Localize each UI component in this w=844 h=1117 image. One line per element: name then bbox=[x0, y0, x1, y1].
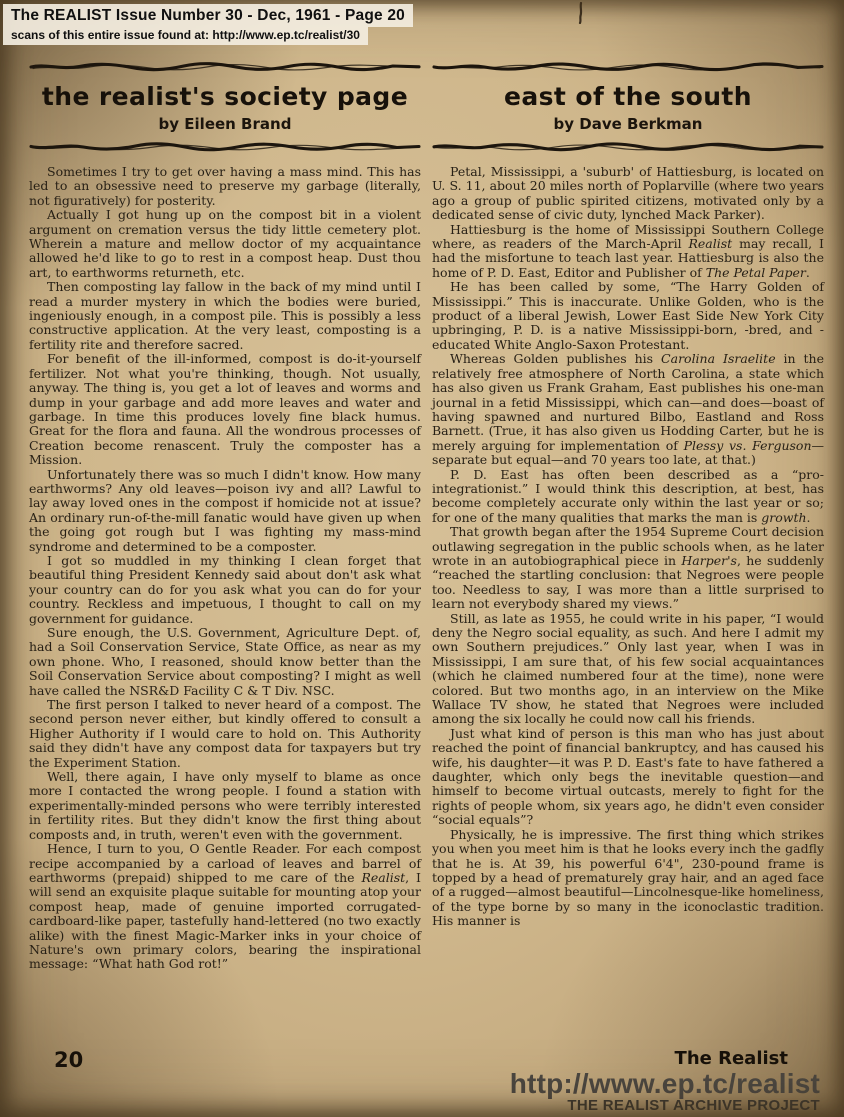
article-byline-eileen-brand: by Eileen Brand bbox=[158, 115, 292, 133]
issue-info-label: The REALIST Issue Number 30 - Dec, 1961 - Page 20 bbox=[3, 4, 413, 27]
ink-mark bbox=[576, 2, 586, 24]
scan-source-label: scans of this entire issue found at: http://www.ep.tc/realist/30 bbox=[3, 27, 368, 45]
paragraph: Whereas Golden publishes his Carolina Israelite in the relatively free atmosphere of North Carolina, a state which has also given us Frank Graham, East publishes his one-man journal in a fetid Mississippi, which can—and does—boast of having spawned and nurtured Bilbo, Eastland and Ross Barnett. (True, it has also given us Hodding Carter, but he is merely arguing for implementation of Plessy vs. Ferguson—separate but equal—and 70 years too late, at that.) bbox=[432, 351, 825, 468]
paragraph: Hence, I turn to you, O Gentle Reader. For each compost recipe accompanied by a carload of leaves and barrel of earthworms (prepaid) shipped to me care of the Realist, I will send an exquisite plaque suitable for mounting atop your compost heap, made of genuine imported corrugated-cardboard-like paper, tastefully hand-lettered (no two exactly alike) with the finest Magic-Marker inks in your choice of Nature's own primary colors, bearing the inspirational message: “What hath God rot!” bbox=[29, 841, 421, 972]
wavy-rule-bottom-left bbox=[29, 142, 421, 152]
paragraph: Sure enough, the U.S. Government, Agriculture Dept. of, had a Soil Conservation Service, State Office, as near as my own phone. Who, I reasoned, should know better than the Soil Conservation Service about composting? I might as well have called the NSR&D Facility C & T Div. NSC. bbox=[29, 625, 421, 698]
article-title-east-of-south: east of the south bbox=[504, 82, 752, 111]
wavy-rule-top-right bbox=[432, 62, 824, 72]
article-title-society-page: the realist's society page bbox=[41, 82, 409, 111]
paragraph: Unfortunately there was so much I didn't know. How many earthworms? Any old leaves—poison ivy and all? Lawful to lay away loved ones in the compost if homicide not at issue? An ordinary run-of-the-mill fanatic would have given up when the going got rough but I was fighting my mass-mind syndrome and determined to be a composter. bbox=[29, 466, 421, 554]
article-byline-dave-berkman: by Dave Berkman bbox=[553, 115, 703, 133]
paragraph: Physically, he is impressive. The first thing which strikes you when you meet him is that he looks every inch the gadfly that he is. At 39, his powerful 6'4", 230-pound frame is topped by a head of prematurely gray hair, and an aged face of a rugged—almost beautiful—Lincolnesque-like homeliness, of the type borne by so many in the iconoclastic tradition. His manner is bbox=[432, 826, 824, 929]
paragraph: I got so muddled in my thinking I clean forget that beautiful thing President Kennedy said about don't ask what your country can do for you ask what you can do for your country. Reckless and impetuous, I thought to call on my government for guidance. bbox=[29, 552, 421, 626]
magazine-name: The Realist bbox=[674, 1048, 788, 1069]
paragraph: The first person I talked to never heard of a compost. The second person never either, but kindly offered to consult a Higher Authority if I would care to hold on. This Authority said they didn't have any compost data for taxpayers but try the Experiment Station. bbox=[29, 697, 421, 770]
paragraph: Hattiesburg is the home of Mississippi Southern College where, as readers of the March-April Realist may recall, I had the misfortune to teach last year. Hattiesburg is also the home of P. D. East, Editor and Publisher of The Petal Paper. bbox=[432, 221, 824, 280]
paragraph: Actually I got hung up on the compost bit in a violent argument on cremation versus the tidy little cemetery plot. Wherein a mature and mellow doctor of my acquaintance allowed he'd like to go to rest in a compost heap. Dust thou art, to earthworms returneth, etc. bbox=[29, 207, 421, 280]
scan-info-banner bbox=[3, 4, 413, 45]
wavy-rule-top-left bbox=[29, 62, 421, 72]
archive-url: http://www.ep.tc/realist bbox=[509, 1068, 820, 1099]
paragraph: For benefit of the ill-informed, compost is do-it-yourself fertilizer. Not what you're thinking, though. Not usually, anyway. The thing is, you get a lot of leaves and worms and dump in your garbage and add more leaves and water and garbage. In time this produces lovely fine black humus. Great for the flora and fauna. All the wondrous processes of Creation become renascent. Truly the composter has a Mission. bbox=[29, 351, 421, 468]
wavy-rule-bottom-right bbox=[432, 142, 824, 152]
left-column bbox=[29, 62, 421, 972]
paragraph: P. D. East has often been described as a “pro-integrationist.” I would think this description, at best, has become completely accurate only within the last year or so; for one of the many qualities that marks the man is growth. bbox=[432, 466, 824, 525]
paragraph: Well, there again, I have only myself to blame as once more I contacted the wrong people. I found a station with experimentally-minded persons who were terribly interested in fertility rites. But they didn't know the first thing about composts and, in truth, weren't even with the government. bbox=[29, 769, 421, 842]
paragraph: Then composting lay fallow in the back of my mind until I read a murder mystery in which the bodies were buried, ingeniously enough, in a compost pile. This is possibly a less constructive application. At the very least, composting is a fertility rite and therefore sacred. bbox=[29, 279, 421, 352]
right-column bbox=[432, 62, 824, 929]
paragraph: Petal, Mississippi, a 'suburb' of Hattiesburg, is located on U. S. 11, about 20 miles north of Poplarville (where two years ago a group of public spirited citizens, motivated only by a dedicated sense of civic duty, lynched Mack Parker). bbox=[432, 164, 824, 223]
paragraph: Still, as late as 1955, he could write in his paper, “I would deny the Negro social equality, as such. And here I admit my own Southern prejudices.” Only last year, when I was in Mississippi, I am sure that, of his few social acquaintances (which he claimed numbered four at the time), none were colored. But two months ago, in an interview on the Mike Wallace TV show, he stated that Negroes were included among the six locally he could now call his friends. bbox=[432, 610, 824, 727]
paragraph: That growth began after the 1954 Supreme Court decision outlawing segregation in the public schools when, as he later wrote in an autobiographical piece in Harper's, he suddenly “reached the startling conclusion: that Negroes were people too. Needless to say, I was more than a little surprised to learn not everybody shared my views.” bbox=[432, 524, 824, 612]
paragraph: He has been called by some, “The Harry Golden of Mississippi.” This is inaccurate. Unlike Golden, who is the product of a liberal Jewish, Lower East Side New York City upbringing, P. D. is a native Mississippi-born, -bred, and -educated White Anglo-Saxon Protestant. bbox=[432, 279, 824, 352]
paragraph: Sometimes I try to get over having a mass mind. This has led to an obsessive need to preserve my garbage (literally, not figuratively) for posterity. bbox=[29, 164, 421, 208]
paragraph: Just what kind of person is this man who has just about reached the point of financial bankruptcy, and has caused his wife, his daughter—it was P. D. East's fate to have fathered a daughter, which only begs the inevitable question—and himself to become virtual outcasts, merely to fight for the rights of people whom, six years ago, he didn't even consider “social equals”? bbox=[432, 725, 824, 828]
page-number: 20 bbox=[54, 1048, 84, 1072]
article-body-east-of-south bbox=[432, 165, 824, 929]
article-body-society-page bbox=[29, 165, 421, 972]
archive-project-label: THE REALIST ARCHIVE PROJECT bbox=[567, 1097, 820, 1114]
